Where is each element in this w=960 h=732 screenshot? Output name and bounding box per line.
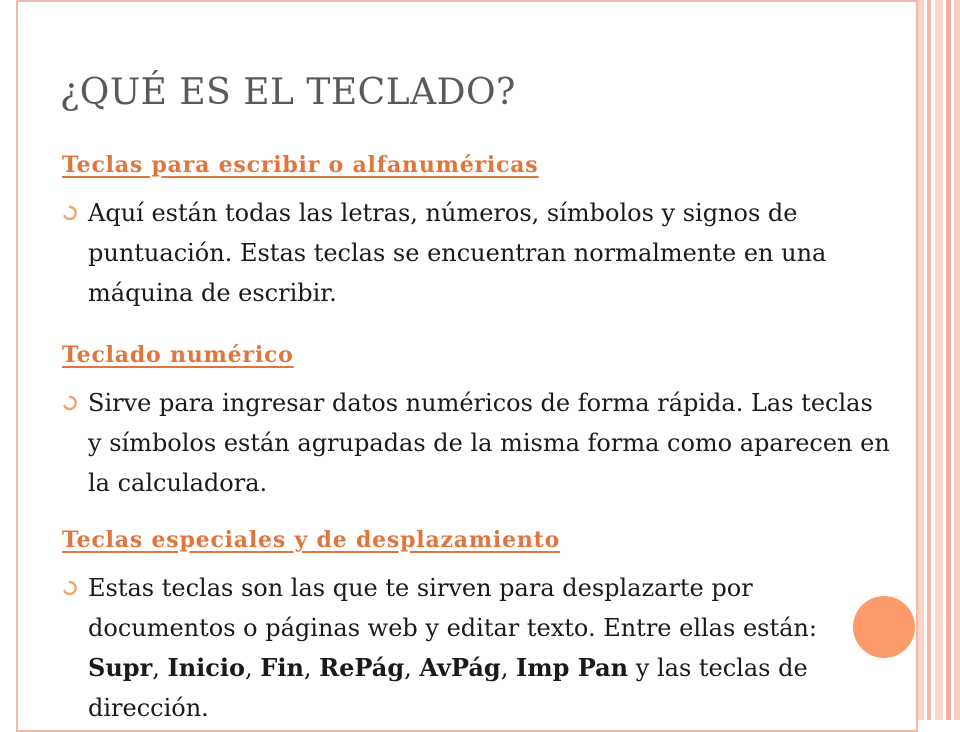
slide-title: ¿QUÉ ES EL TECLADO? (60, 72, 516, 113)
separator: , (500, 654, 516, 682)
key-name: Inicio (167, 653, 246, 682)
bullet-intro: Estas teclas son las que te sirven para desplazarte por documentos o páginas web y editar texto. Entre ellas están: (88, 574, 817, 642)
bullet-text: Sirve para ingresar datos numéricos de forma rápida. Las teclas y símbolos están agrupadas de la misma forma como aparecen en la calculadora. (88, 389, 890, 497)
key-name: Fin (260, 653, 304, 682)
key-name: Supr (88, 653, 153, 682)
key-name: AvPág (419, 653, 501, 682)
section-heading-teclas-especiales: Teclas especiales y de desplazamiento (62, 527, 561, 553)
separator: , (404, 654, 420, 682)
bullet-icon (62, 395, 78, 411)
section-heading-teclado-numerico: Teclado numérico (62, 342, 294, 368)
bullet-alfanumericas (62, 193, 892, 313)
bullet-icon (62, 580, 78, 596)
separator: , (245, 654, 261, 682)
key-name: Imp Pan (515, 653, 629, 682)
section-heading-alfanumericas: Teclas para escribir o alfanuméricas (62, 152, 539, 178)
bullet-teclado-numerico (62, 383, 892, 503)
separator: , (303, 654, 320, 682)
decorative-stripes (918, 0, 960, 720)
separator: , (152, 654, 168, 682)
conjunction: y (628, 654, 650, 682)
key-name: RePág (319, 653, 405, 682)
bullet-icon (62, 205, 78, 221)
bullet-text: Aquí están todas las letras, números, símbolos y signos de puntuación. Estas teclas se encuentran normalmente en una máquina de escribir. (88, 199, 827, 307)
bullet-teclas-especiales (62, 568, 842, 728)
decorative-orange-circle (853, 596, 915, 658)
bullet-text (88, 568, 842, 728)
bullet-outro: las teclas de dirección. (88, 654, 808, 722)
